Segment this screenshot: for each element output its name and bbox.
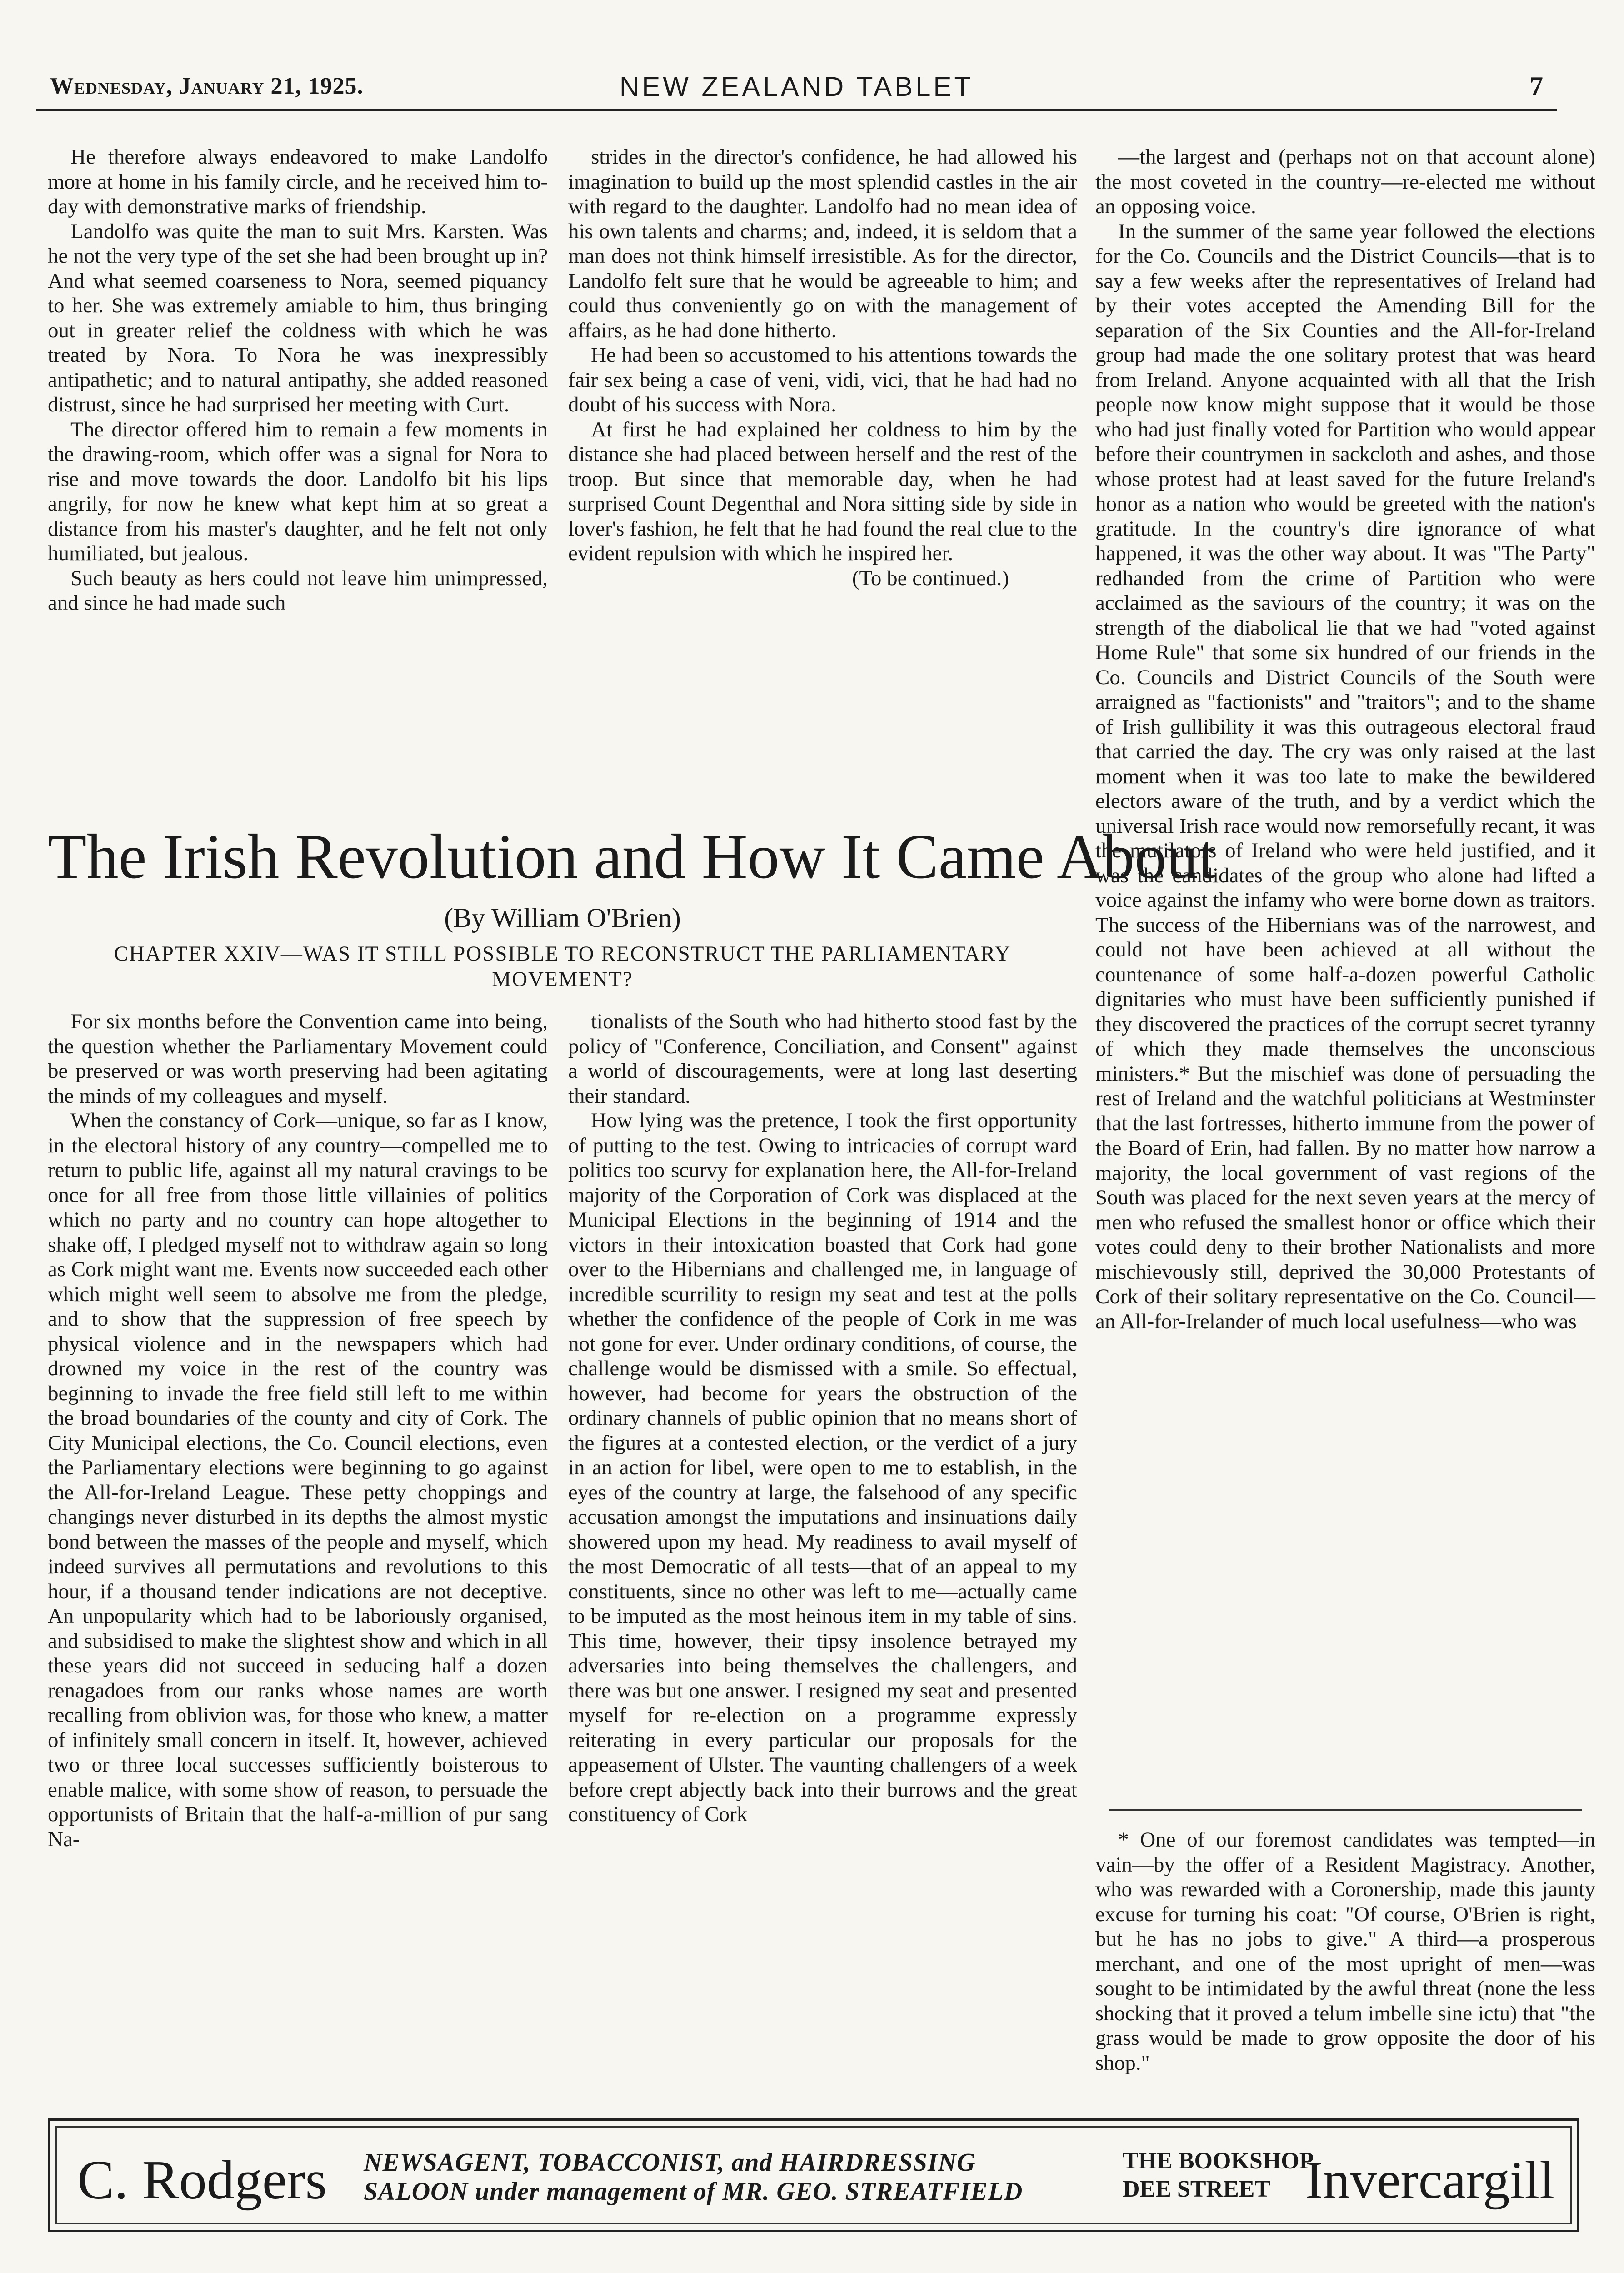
page-number: 7 <box>1529 71 1543 101</box>
paragraph: At first he had explained her coldness to him by the distance she had placed between herself and the rest of the troop. But since that memorable day, when he had surprised Count Degenthal and Nora sitting side by side in lover's fashion, he felt that he had found the real clue to the evident repulsion with which he inspired her. <box>568 417 1077 565</box>
paragraph: He therefore always endeavored to make Landolfo more at home in his family circle, and he received him to-day with demonstrative marks of friendship. <box>48 145 548 218</box>
footnote-divider <box>1109 1809 1582 1811</box>
footnote <box>1095 1827 1595 2075</box>
page-header <box>36 67 1557 111</box>
advertiser-town: Invercargill <box>1305 2150 1554 2210</box>
footnote-text: * One of our foremost candidates was tempted—in vain—by the offer of a Resident Magistracy. Another, who was rewarded with a Coronership, made this jaunty excuse for turning his coat: "Of course, O'Brien is right, but he has no jobs to give." A third—a prosperous merchant, and one of the most upright of men—was sought to be intimidated by the awful threat (none the less shocking that it proved a telum imbelle sine ictu) that "the grass would be made to grow opposite the door of his shop." <box>1095 1828 1595 2075</box>
paragraph: Landolfo was quite the man to suit Mrs. Karsten. Was he not the very type of the set she had been brought up in? And what seemed coarseness to Nora, seemed piquancy to her. She was extremely amiable to him, thus bringing out in greater relief the coldness with which he was treated by Nora. To Nora he was inexpressibly antipathetic; and to natural antipathy, she added reasoned distrust, since he had surprised her meeting with Curt. <box>48 219 548 416</box>
paragraph: tionalists of the South who had hitherto stood fast by the policy of "Conference, Conciliation, and Consent" against a world of discouragements, were at long last deserting their standard. <box>568 1010 1077 1108</box>
advertisement-box <box>48 2118 1579 2232</box>
paragraph: How lying was the pretence, I took the first opportunity of putting to the test. Owing to intricacies of corrupt ward politics too scurvy for explanation here, the All-for-Ireland majority of the Corporation of Cork was displaced at the Municipal Elections in the beginning of 1914 and the victors in their intoxication boasted that Cork had gone over to the Hibernians and challenged me, in language of incredible scurrility to resign my seat and test at the polls whether the confidence of the people of Cork in me was not gone for ever. Under ordinary conditions, of course, the challenge would be dismissed with a smile. So effectual, however, had become for years the obstruction of the ordinary channels of public opinion that no means short of the figures at a contested election, or the verdict of a jury in an action for libel, were open to me to establish, in the eyes of the country at large, the falsehood of any specific accusation amongst the imputations and insinuations daily showered upon my head. My readiness to avail myself of the most Democratic of all tests—that of an appeal to my constituents, since no other was left to me—actually came to be imputed as the most heinous item in my table of sins. This time, however, their tipsy insolence betrayed my adversaries into being themselves the challengers, and there was but one answer. I resigned my seat and presented myself for re-election on a programme expressly reiterating in every particular our proposals for the appeasement of Ulster. The vaunting challengers of a week before crept abjectly back into their burrows and the great constituency of Cork <box>568 1109 1077 1826</box>
description-line-2: SALOON under management of MR. GEO. STREATFIELD <box>364 2178 1023 2206</box>
article-byline: (By William O'Brien) <box>444 903 681 933</box>
advertiser-description <box>364 2148 1045 2206</box>
description-line-1: NEWSAGENT, TOBACCONIST, and HAIRDRESSING <box>364 2148 976 2177</box>
article-headline: The Irish Revolution and How It Came About <box>48 821 1216 892</box>
paragraph: strides in the director's confidence, he had allowed his imagination to build up the most splendid castles in the air with regard to the daughter. Landolfo had no mean idea of his own talents and charms; and, indeed, it is seldom that a man does not think himself irresistible. As for the director, Landolfo felt sure that he would be agreeable to him; and could thus conveniently go on with the management of affairs, as he had done hitherto. <box>568 145 1077 342</box>
article-column-3 <box>1095 145 1595 1708</box>
chapter-heading: CHAPTER XXIV—WAS IT STILL POSSIBLE TO RECONSTRUCT THE PARLIAMENTARY MOVEMENT? <box>114 942 1011 991</box>
shop-name: THE BOOKSHOP <box>1123 2148 1314 2174</box>
paragraph: —the largest and (perhaps not on that account alone) the most coveted in the country—re-elected me without an opposing voice. <box>1095 145 1595 218</box>
article-column-1 <box>48 1009 548 1978</box>
paragraph: For six months before the Convention came into being, the question whether the Parliamentary Movement could be preserved or was worth preserving had been agitating the minds of my colleagues and myself. <box>48 1010 548 1108</box>
paragraph: The director offered him to remain a few moments in the drawing-room, which offer was a signal for Nora to rise and move towards the door. Landolfo bit his lips angrily, for now he knew what kept him at so great a distance from his master's daughter, and he felt not only humiliated, but jealous. <box>48 417 548 565</box>
paragraph: He had been so accustomed to his attentions towards the fair sex being a case of veni, vidi, vici, that he had had no doubt of his success with Nora. <box>568 343 1077 416</box>
issue-date: Wednesday, January 21, 1925. <box>50 73 364 99</box>
shop-street: DEE STREET <box>1123 2176 1271 2202</box>
article-column-2 <box>568 1009 1077 1978</box>
serial-column-1 <box>48 145 548 797</box>
serial-column-2 <box>568 145 1077 797</box>
masthead-title: NEW ZEALAND TABLET <box>619 71 974 102</box>
paragraph: In the summer of the same year followed the elections for the Co. Councils and the District Councils—that is to say a few weeks after the representatives of Ireland had by their votes accepted the Amending Bill for the separation of the Six Counties and the All-for-Ireland group had made the one solitary protest that was heard from Ireland. Anyone acquainted with all that the Irish people now know might suppose that it would be those who had just finally voted for Partition who would appear before their countrymen in sackcloth and ashes, and those whose protest had at least saved for the future Ireland's honor as a nation who would be greeted with the nation's gratitude. In the country's dire ignorance of what happened, it was the other way about. It was "The Party" redhanded from the crime of Partition who were acclaimed as the saviours of the country; it was on the strength of the diabolical lie that we had "voted against Home Rule" that some six hundred of our friends in the Co. Councils and District Councils of the South were arraigned as "factionists" and "traitors"; and to the shame of Irish gullibility it was this outrageous electoral fraud that carried the day. The cry was only raised at the last moment when it was too late to make the bewildered electors aware of the truth, and by a verdict which the universal Irish race would now remorsefully recant, it was the mutilators of Ireland who were held justified, and it was the candidates of the group who alone had lifted a voice against the infamy who were borne down as traitors. The success of the Hibernians was of the narrowest, and could not have been achieved at all without the countenance of some half-a-dozen powerful Catholic dignitaries who must have been sufficiently punished if they discovered the practices of the corrupt secret tyranny of which they made themselves the unconscious ministers.* But the mischief was done of persuading the rest of Ireland and the watchful politicians at Westminster that the last fortresses, hitherto immune from the power of the Board of Erin, had fallen. By no matter how narrow a majority, the local government of vast regions of the South was placed for the next seven years at the mercy of men who refused the smallest honor or office which their votes could deny to their brother Nationalists and more mischievously still, deprived the 30,000 Protestants of Cork of their solitary representative on the Co. Council—an All-for-Irelander of much local usefulness—who was <box>1095 219 1595 1333</box>
to-be-continued: (To be continued.) <box>852 566 1009 590</box>
paragraph: Such beauty as hers could not leave him unimpressed, and since he had made such <box>48 566 548 615</box>
advertiser-name: C. Rodgers <box>77 2149 327 2211</box>
paragraph: When the constancy of Cork—unique, so far as I know, in the electoral history of any country—compelled me to return to public life, against all my natural cravings to be once for all free from those little villainies of politics which no party and no country can hope altogether to shake off, I pledged myself not to withdraw again so long as Cork might want me. Events now succeeded each other which might well seem to absolve me from the pledge, and to show that the suppression of free speech by physical violence and in the newspapers which had drowned my voice in the rest of the country was beginning to invade the free field still left to me within the broad boundaries of the county and city of Cork. The City Municipal elections, the Co. Council elections, even the Parliamentary elections were beginning to go against the All-for-Ireland League. These petty choppings and changings never disturbed in its depths the almost mystic bond between the masses of the people and myself, which indeed survives all permutations and revolutions to this hour, if a thousand tender indications are not deceptive. An unpopularity which had to be laboriously organised, and subsidised to make the slightest show and which in all these years did not succeed in seducing half a dozen renagadoes from our ranks whose names are worth recalling from oblivion was, for those who knew, a matter of infinitely small concern in itself. It, however, achieved two or three local successes sufficiently boisterous to enable malice, with some show of reason, to persuade the opportunists of Britain that the half-a-million of pur sang Na- <box>48 1109 548 1851</box>
